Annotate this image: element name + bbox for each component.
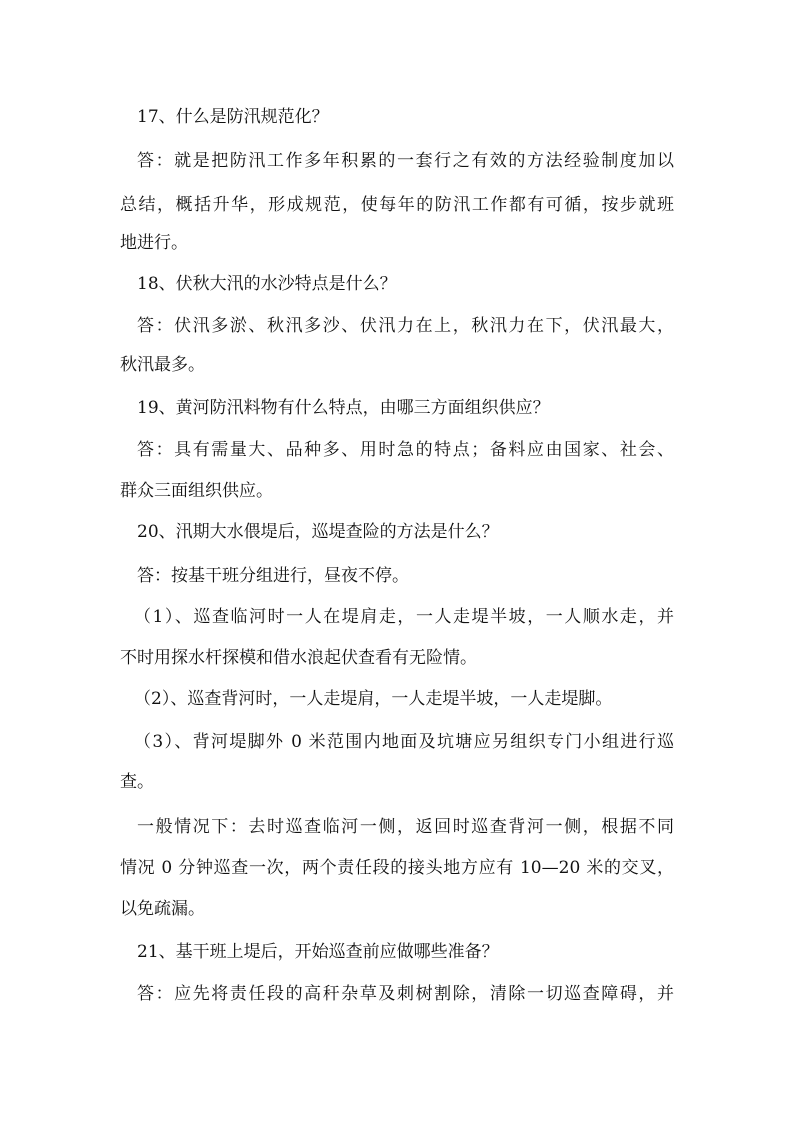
answer-20-note-line-1: 一般情况下：去时巡查临河一侧，返回时巡查背河一侧，根据不同	[137, 817, 674, 837]
answer-17-line-3: 地进行。	[120, 233, 188, 253]
question-17: 17、什么是防汛规范化？	[137, 107, 329, 127]
question-19: 19、黄河防汛料物有什么特点，由哪三方面组织供应？	[137, 398, 550, 418]
answer-19-line-2: 群众三面组织供应。	[120, 481, 273, 501]
answer-19-line-1: 答：具有需量大、品种多、用时急的特点；备料应由国家、社会、	[137, 440, 674, 460]
question-21: 21、基干班上堤后，开始巡查前应做哪些准备？	[137, 942, 499, 962]
answer-20-item-1-line-2: 不时用探水杆探模和借水浪起伏查看有无险情。	[120, 648, 477, 668]
answer-20-note-line-3: 以免疏漏。	[120, 899, 205, 919]
answer-20-item-2: （2）、巡查背河时，一人走堤肩，一人走堤半坡，一人走堤脚。	[134, 689, 613, 709]
answer-20-intro: 答：按基干班分组进行，昼夜不停。	[137, 566, 409, 586]
answer-21-line-1: 答：应先将责任段的高秆杂草及刺树割除，清除一切巡查障碍，并	[137, 984, 674, 1004]
answer-17-line-1: 答：就是把防汛工作多年积累的一套行之有效的方法经验制度加以	[137, 151, 674, 171]
answer-20-item-3-line-2: 查。	[120, 772, 154, 792]
answer-17-line-2: 总结，概括升华，形成规范，使每年的防汛工作都有可循，按步就班	[120, 195, 674, 215]
question-18: 18、伏秋大汛的水沙特点是什么？	[137, 274, 397, 294]
answer-18-line-2: 秋汛最多。	[120, 355, 205, 375]
answer-20-item-1-line-1: （1）、巡查临河时一人在堤肩走，一人走堤半坡，一人顺水走，并	[134, 607, 674, 627]
question-20: 20、汛期大水偎堤后，巡堤查险的方法是什么？	[137, 522, 499, 542]
answer-18-line-1: 答：伏汛多淤、秋汛多沙、伏汛力在上，秋汛力在下，伏汛最大，	[137, 316, 674, 336]
answer-20-note-line-2: 情况 0 分钟巡查一次，两个责任段的接头地方应有 10—20 米的交叉，	[120, 858, 674, 878]
answer-20-item-3-line-1: （3）、背河堤脚外 0 米范围内地面及坑塘应另组织专门小组进行巡	[134, 732, 674, 752]
